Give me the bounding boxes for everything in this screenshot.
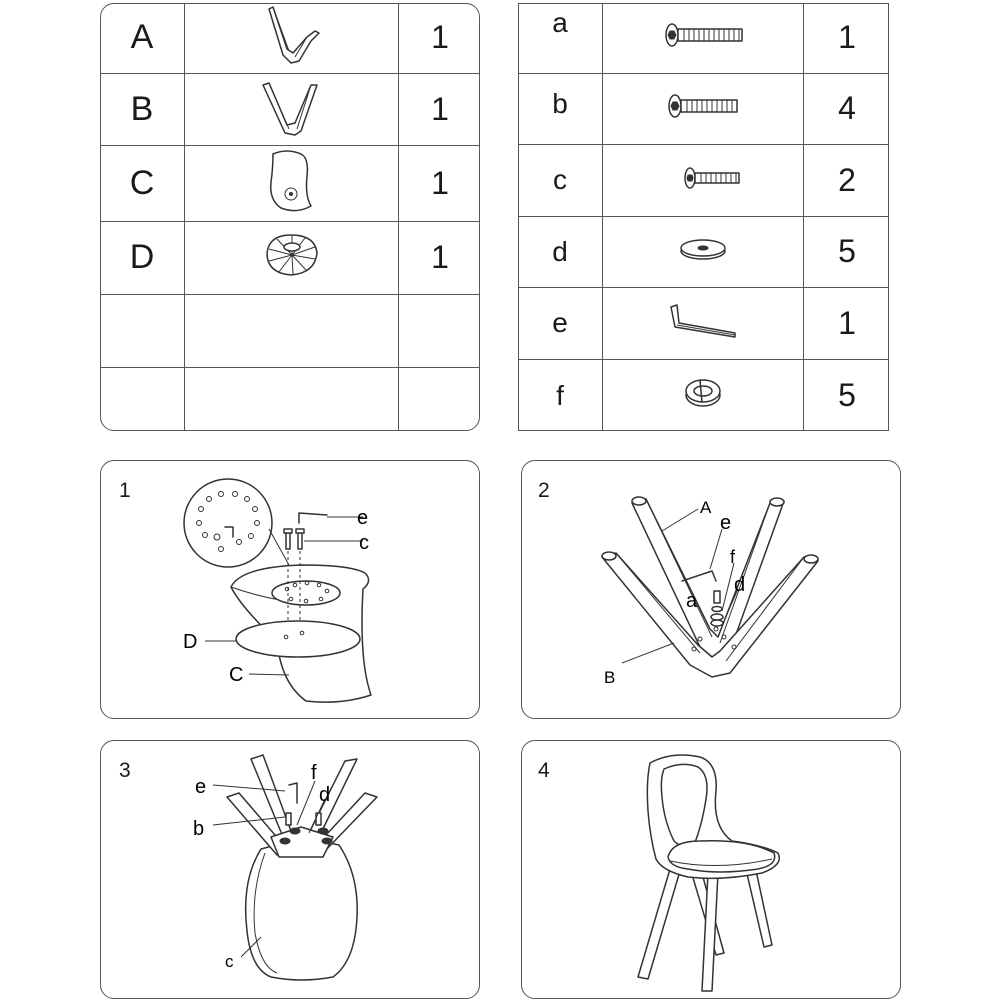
table-row <box>518 359 889 431</box>
part-qty: 1 <box>399 221 481 294</box>
part-label: d <box>518 216 603 287</box>
seat-cushion-icon <box>185 221 399 294</box>
part-qty: 1 <box>399 73 481 145</box>
part-label: C <box>100 145 185 221</box>
part-label: f <box>518 359 603 431</box>
callout-D: D <box>183 631 198 653</box>
long-bolt-icon <box>603 3 804 73</box>
callout-d: d <box>319 784 331 806</box>
part-label: a <box>518 3 603 73</box>
part-label: D <box>100 221 185 294</box>
bolt-c <box>284 529 304 549</box>
part-label <box>100 294 185 367</box>
table-row <box>518 73 889 144</box>
callout-A: A <box>700 498 712 517</box>
parts-table-right-panel <box>518 3 889 431</box>
table-row <box>518 3 889 73</box>
step-2-panel <box>521 460 901 719</box>
part-qty <box>399 294 481 367</box>
callout-c: c <box>225 952 234 971</box>
part-qty: 5 <box>804 216 890 287</box>
step-number: 4 <box>538 759 550 782</box>
spring-washer-icon <box>603 359 804 431</box>
table-row <box>100 3 480 73</box>
table-row <box>518 216 889 287</box>
callout-a: a <box>686 590 698 612</box>
part-label: b <box>518 73 603 144</box>
step-3-illustration <box>101 741 481 1000</box>
allen-key-icon <box>603 287 804 359</box>
table-row <box>100 73 480 145</box>
callout-f: f <box>311 762 317 784</box>
step-4-panel <box>521 740 901 999</box>
assembled-chair-illustration <box>522 741 902 1000</box>
part-qty: 1 <box>399 145 481 221</box>
part-label <box>100 367 185 431</box>
callout-e: e <box>357 507 369 529</box>
leg-frame-b-icon <box>185 73 399 145</box>
empty-cell <box>185 367 399 431</box>
part-qty <box>399 367 481 431</box>
part-label: A <box>100 3 185 73</box>
parts-table-left-panel <box>100 3 480 431</box>
step-2-illustration <box>522 461 902 720</box>
flat-washer-icon <box>603 216 804 287</box>
part-qty: 1 <box>399 3 481 73</box>
callout-c: c <box>359 532 369 554</box>
part-label: B <box>100 73 185 145</box>
callout-e: e <box>720 512 732 534</box>
part-label: c <box>518 144 603 216</box>
part-qty: 2 <box>804 144 890 216</box>
part-qty: 4 <box>804 73 890 144</box>
table-row <box>100 145 480 221</box>
part-qty: 5 <box>804 359 890 431</box>
callout-f: f <box>730 547 736 567</box>
table-row <box>518 287 889 359</box>
part-qty: 1 <box>804 3 890 73</box>
callout-b: b <box>193 818 205 840</box>
seat-shell-icon <box>185 145 399 221</box>
parts-table-left <box>100 3 480 431</box>
part-qty: 1 <box>804 287 890 359</box>
step-1-illustration <box>101 461 481 720</box>
parts-table-right <box>518 3 889 431</box>
part-label: e <box>518 287 603 359</box>
table-row <box>518 144 889 216</box>
step-number: 1 <box>119 479 131 502</box>
empty-cell <box>185 294 399 367</box>
callout-e: e <box>195 776 207 798</box>
table-row <box>100 294 480 367</box>
callout-B: B <box>604 668 616 687</box>
step-number: 2 <box>538 479 550 502</box>
table-row <box>100 367 480 431</box>
callout-d: d <box>734 574 746 596</box>
medium-bolt-icon <box>603 73 804 144</box>
step-1-panel <box>100 460 480 719</box>
short-bolt-icon <box>603 144 804 216</box>
callout-C: C <box>229 664 244 686</box>
step-number: 3 <box>119 759 131 782</box>
leg-frame-a-icon <box>185 3 399 73</box>
step-3-panel <box>100 740 480 999</box>
table-row <box>100 221 480 294</box>
